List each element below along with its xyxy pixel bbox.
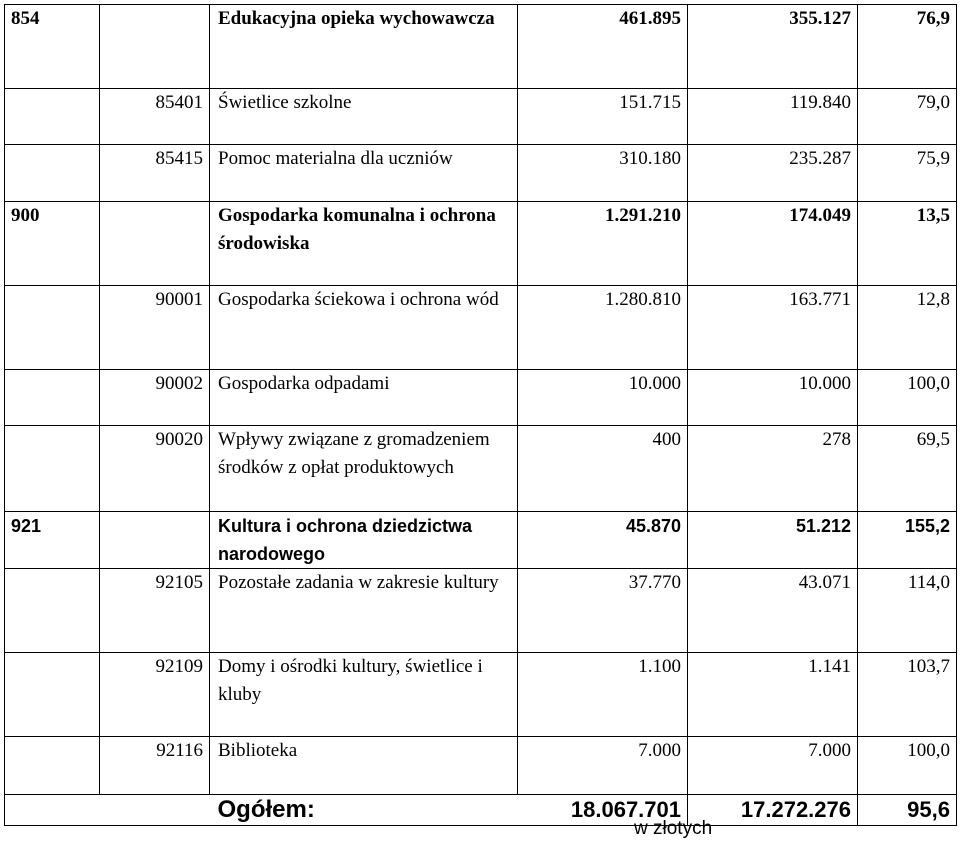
percent-cell: 12,8 [858, 286, 957, 370]
table-row [5, 286, 957, 370]
percent-cell: 75,9 [858, 145, 957, 202]
plan-cell: 37.770 [518, 569, 688, 653]
rozdzial-cell [100, 202, 210, 286]
rozdzial-cell: 92109 [100, 653, 210, 737]
dzial-cell [5, 370, 100, 426]
execution-cell: 163.771 [688, 286, 858, 370]
dzial-cell: 921 [5, 512, 100, 569]
table-row [5, 569, 957, 653]
name-cell: Kultura i ochrona dziedzictwa narodowego [210, 512, 518, 569]
execution-cell: 7.000 [688, 737, 858, 795]
execution-cell: 235.287 [688, 145, 858, 202]
total-percent: 95,6 [858, 795, 957, 826]
total-row [5, 795, 957, 826]
plan-cell: 461.895 [518, 5, 688, 89]
plan-cell: 45.870 [518, 512, 688, 569]
dzial-cell [5, 145, 100, 202]
percent-cell: 79,0 [858, 89, 957, 145]
dzial-cell [5, 569, 100, 653]
table-row [5, 737, 957, 795]
dzial-cell: 900 [5, 202, 100, 286]
plan-cell: 7.000 [518, 737, 688, 795]
dzial-cell [5, 89, 100, 145]
percent-cell: 69,5 [858, 426, 957, 512]
total-label: Ogółem: [210, 795, 518, 826]
percent-cell: 13,5 [858, 202, 957, 286]
table-row [5, 202, 957, 286]
execution-cell: 355.127 [688, 5, 858, 89]
percent-cell: 114,0 [858, 569, 957, 653]
execution-cell: 278 [688, 426, 858, 512]
budget-table [4, 4, 957, 826]
table-row [5, 653, 957, 737]
percent-cell: 76,9 [858, 5, 957, 89]
execution-cell: 174.049 [688, 202, 858, 286]
plan-cell: 400 [518, 426, 688, 512]
total-plan: 18.067.701 [518, 795, 688, 826]
name-cell: Edukacyjna opieka wychowawcza [210, 5, 518, 89]
dzial-cell [5, 286, 100, 370]
total-spacer [5, 795, 100, 826]
percent-cell: 100,0 [858, 370, 957, 426]
rozdzial-cell: 92116 [100, 737, 210, 795]
rozdzial-cell: 90001 [100, 286, 210, 370]
name-cell: Gospodarka ściekowa i ochrona wód [210, 286, 518, 370]
name-cell: Gospodarka komunalna i ochrona środowiska [210, 202, 518, 286]
total-spacer [100, 795, 210, 826]
rozdzial-cell: 90002 [100, 370, 210, 426]
table-row [5, 370, 957, 426]
percent-cell: 100,0 [858, 737, 957, 795]
rozdzial-cell: 90020 [100, 426, 210, 512]
dzial-cell [5, 737, 100, 795]
total-execution: 17.272.276 [688, 795, 858, 826]
execution-cell: 10.000 [688, 370, 858, 426]
table-row [5, 512, 957, 569]
dzial-cell: 854 [5, 5, 100, 89]
rozdzial-cell [100, 5, 210, 89]
plan-cell: 310.180 [518, 145, 688, 202]
rozdzial-cell: 85401 [100, 89, 210, 145]
execution-cell: 51.212 [688, 512, 858, 569]
table-row [5, 5, 957, 89]
plan-cell: 1.280.810 [518, 286, 688, 370]
dzial-cell [5, 653, 100, 737]
dzial-cell [5, 426, 100, 512]
name-cell: Wpływy związane z gromadzeniem środków z opłat produktowych [210, 426, 518, 512]
name-cell: Biblioteka [210, 737, 518, 795]
table-row [5, 426, 957, 512]
name-cell: Pomoc materialna dla uczniów [210, 145, 518, 202]
rozdzial-cell [100, 512, 210, 569]
percent-cell: 103,7 [858, 653, 957, 737]
name-cell: Domy i ośrodki kultury, świetlice i kluby [210, 653, 518, 737]
rozdzial-cell: 92105 [100, 569, 210, 653]
table-row [5, 89, 957, 145]
plan-cell: 10.000 [518, 370, 688, 426]
name-cell: Świetlice szkolne [210, 89, 518, 145]
execution-cell: 43.071 [688, 569, 858, 653]
percent-cell: 155,2 [858, 512, 957, 569]
table-row [5, 145, 957, 202]
execution-cell: 1.141 [688, 653, 858, 737]
name-cell: Gospodarka odpadami [210, 370, 518, 426]
currency-note: w złotych [634, 818, 713, 839]
plan-cell: 1.100 [518, 653, 688, 737]
execution-cell: 119.840 [688, 89, 858, 145]
plan-cell: 151.715 [518, 89, 688, 145]
rozdzial-cell: 85415 [100, 145, 210, 202]
name-cell: Pozostałe zadania w zakresie kultury [210, 569, 518, 653]
plan-cell: 1.291.210 [518, 202, 688, 286]
